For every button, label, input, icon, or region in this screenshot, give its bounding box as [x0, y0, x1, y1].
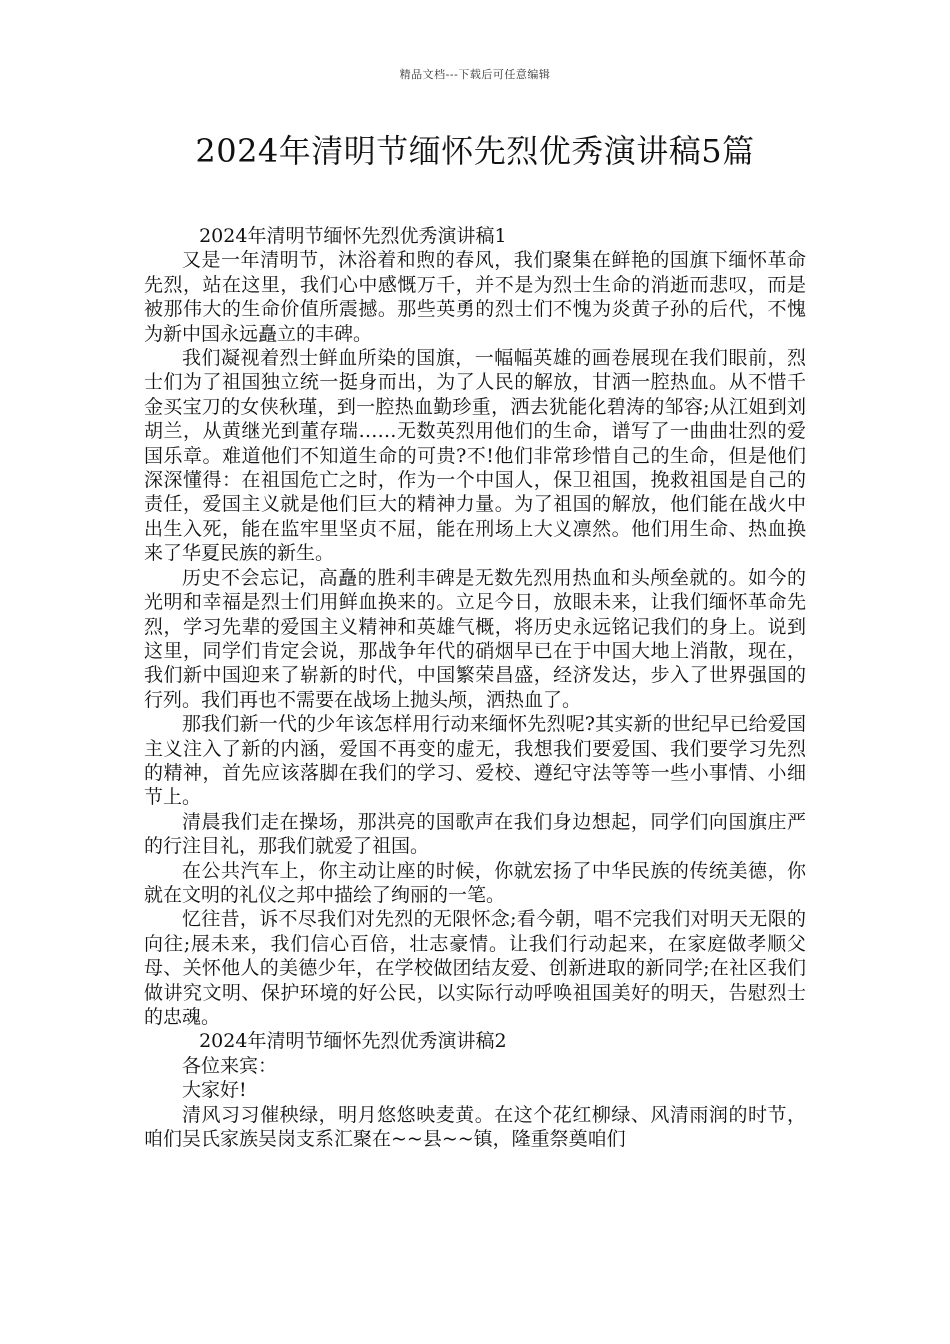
paragraph: 我们凝视着烈士鲜血所染的国旗，一幅幅英雄的画卷展现在我们眼前，烈士们为了祖国独立统一挺身而出，为了人民的解放，甘洒一腔热血。从不惜千金买宝刀的女侠秋瑾，到一腔热血勤珍重，洒去犹能化碧涛的邹容;从江姐到刘胡兰，从黄继光到董存瑞……无数英烈用他们的生命，谱写了一曲曲壮烈的爱国乐章。难道他们不知道生命的可贵?不!他们非常珍惜自己的生命，但是他们深深懂得：在祖国危亡之时，作为一个中国人，保卫祖国，挽救祖国是自己的责任，爱国主义就是他们巨大的精神力量。为了祖国的解放，他们能在战火中出生入死，能在监牢里坚贞不屈，能在刑场上大义凛然。他们用生命、热血换来了华夏民族的新生。 — [144, 347, 806, 565]
paragraph: 在公共汽车上，你主动让座的时候，你就宏扬了中华民族的传统美德，你就在文明的礼仪之邦中描绘了绚丽的一笔。 — [144, 859, 806, 906]
section-heading-2: 2024年清明节缅怀先烈优秀演讲稿2 — [199, 1030, 507, 1053]
paragraph: 忆往昔，诉不尽我们对先烈的无限怀念;看今朝，唱不完我们对明天无限的向往;展未来，我们信心百倍，壮志豪情。让我们行动起来，在家庭做孝顺父母、关怀他人的美德少年，在学校做团结友爱、创新进取的新同学;在社区我们做讲究文明、保护环境的好公民，以实际行动呼唤祖国美好的明天，告慰烈士的忠魂。 — [144, 908, 806, 1028]
greeting: 大家好! — [182, 1079, 247, 1102]
section-heading-1: 2024年清明节缅怀先烈优秀演讲稿1 — [199, 225, 507, 247]
document-title: 2024年清明节缅怀先烈优秀演讲稿5篇 — [195, 132, 755, 170]
paragraph: 清风习习催秧绿，明月悠悠映麦黄。在这个花红柳绿、风清雨润的时节，咱们吴氏家族吴岗支系汇聚在~~县~~镇，隆重祭奠咱们 — [144, 1103, 806, 1151]
paragraph: 清晨我们走在操场，那洪亮的国歌声在我们身边想起，同学们向国旗庄严的行注目礼，那我们就爱了祖国。 — [144, 810, 806, 858]
paragraph: 那我们新一代的少年该怎样用行动来缅怀先烈呢?其实新的世纪早已给爱国主义注入了新的内涵，爱国不再变的虚无，我想我们要爱国、我们要学习先烈的精神，首先应该落脚在我们的学习、爱校、遵纪守法等等一些小事情、小细节上。 — [144, 713, 806, 809]
salutation: 各位来宾： — [182, 1054, 278, 1077]
paragraph: 历史不会忘记，高矗的胜利丰碑是无数先烈用热血和头颅垒就的。如今的光明和幸福是烈士们用鲜血换来的。立足今日，放眼未来，让我们缅怀革命先烈，学习先辈的爱国主义精神和英雄气概，将历史永远铭记我们的身上。说到这里，同学们肯定会说，那战争年代的硝烟早已在于中国大地上消散，现在，我们新中国迎来了崭新的时代，中国繁荣昌盛，经济发达，步入了世界强国的行列。我们再也不需要在战场上抛头颅，洒热血了。 — [144, 566, 806, 711]
paragraph: 又是一年清明节，沐浴着和煦的春风，我们聚集在鲜艳的国旗下缅怀革命先烈，站在这里，我们心中感慨万千，并不是为烈士生命的消逝而悲叹，而是被那伟大的生命价值所震撼。那些英勇的烈士们不愧为炎黄子孙的后代，不愧为新中国永远矗立的丰碑。 — [144, 249, 806, 345]
page-header-note: 精品文档---下载后可任意编辑 — [399, 68, 551, 81]
document-body — [144, 224, 806, 1151]
